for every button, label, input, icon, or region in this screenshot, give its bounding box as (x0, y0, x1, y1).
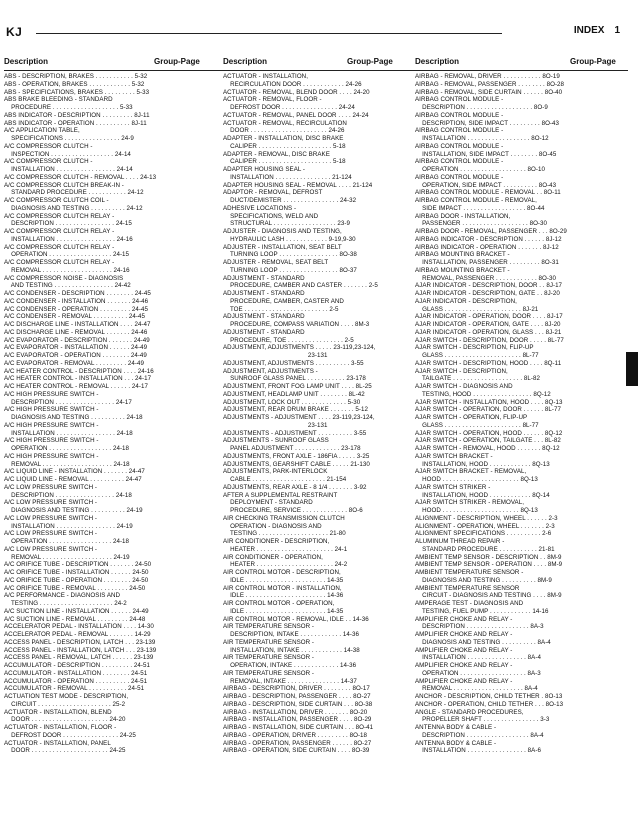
index-entry-line: INSPECTION . . . . . . . . . . . . . . . . . . 24-14 (4, 150, 131, 158)
index-entry-line: ABS INDICATOR - DESCRIPTION . . . . . . . . . 8J-11 (4, 111, 150, 119)
index-entry-line: AIR CHECKING TRANSMISSION CLUTCH (223, 514, 345, 522)
index-entry-line: ALIGNMENT SPECIFICATIONS . . . . . . . . . . 2-6 (415, 530, 552, 538)
index-entry-line: OPERATION, INTAKE . . . . . . . . . . . . . 14-36 (223, 662, 357, 669)
index-entry-line: HEATER . . . . . . . . . . . . . . . . . . . . . . 24-1 (223, 545, 348, 553)
index-entry-line: A/C HIGH PRESSURE SWITCH - (4, 452, 99, 460)
index-entry-line: ACTUATOR - INSTALLATION, (223, 73, 308, 80)
index-entry-line: A/C SUCTION LINE - INSTALLATION . . . . . . 24-49 (4, 607, 149, 615)
index-entry-line: CIRCUIT . . . . . . . . . . . . . . . . . . . . . 25-2 (4, 700, 126, 708)
index-entry-line: ADJUSTMENT, ADJUSTMENTS . . . . . . . . . . 3-55 (223, 359, 364, 367)
col1-group-page-heading: Group-Page (154, 57, 200, 66)
col3-description-heading: Description (415, 57, 460, 66)
index-entry-line: A/C EVAPORATOR - INSTALLATION . . . . . . 24-49 (4, 344, 148, 352)
index-entry-line: ABS - SPECIFICATIONS, BRAKES . . . . . . . . . 5-33 (4, 88, 150, 96)
index-entry-line: PROCEDURE, CAMBER, CASTER AND (223, 297, 344, 305)
index-entry-line: AJAR SWITCH - OPERATION, TAILGATE . . . 8L-82 (415, 437, 561, 445)
index-entry-line: ANTENNA BODY & CABLE - (415, 739, 497, 747)
index-entry-line: A/C COMPRESSOR CLUTCH - REMOVAL . . . . 24-13 (4, 173, 157, 181)
index-entry-line: CALIPER . . . . . . . . . . . . . . . . . . . . . 5-18 (223, 158, 346, 166)
index-entry-line: A/C EVAPORATOR - REMOVAL . . . . . . . . . 24-49 (4, 359, 144, 367)
index-entry-line: AIRBAG MOUNTING BRACKET - (415, 251, 510, 259)
index-entry-line: A/C HIGH PRESSURE SWITCH - (4, 437, 99, 445)
index-entry-line: ADJUSTMENTS, FRONT AXLE - 186FIA . . . . . 3-25 (223, 452, 370, 460)
index-entry-line: A/C DISCHARGE LINE - REMOVAL . . . . . . . 24-46 (4, 328, 148, 336)
index-entry-line: PROPELLER SHAFT . . . . . . . . . . . . . . . . 3-3 (415, 716, 550, 724)
index-entry-line: ADJUSTMENTS, GEARSHIFT CABLE . . . . . 21-130 (223, 460, 370, 468)
index-entry-line: DEFROST DOOR . . . . . . . . . . . . . . . . 24-24 (223, 104, 355, 111)
index-entry-line: AJAR SWITCH - INSTALLATION, HOOD . . . . 8Q-13 (415, 398, 563, 406)
index-entry-line: ACTUATOR - INSTALLATION, PANEL (4, 739, 111, 747)
index-entry-line: DESCRIPTION . . . . . . . . . . . . . . . . . . 8A-4 (415, 731, 544, 739)
index-entry-line: OPERATION, SIDE IMPACT . . . . . . . . . . 8O-43 (415, 181, 557, 189)
index-entry-line: ADJUSTMENT - STANDARD (223, 328, 305, 336)
header-rule (36, 33, 502, 34)
header-index-title (574, 25, 620, 36)
index-entry-line: ADJUSTMENT, LOCK OUT . . . . . . . . . . . . . 5-30 (223, 398, 361, 406)
index-entry-line: INSTALLATION . . . . . . . . . . . . . . . . . . 8O-12 (415, 135, 549, 142)
index-entry-line: ACTUATOR - REMOVAL, FLOOR - (223, 96, 322, 104)
col1-description-heading: Description (4, 57, 49, 66)
index-entry-line: ADAPTER HOUSING SEAL - (223, 166, 306, 173)
index-entry-line: CALIPER . . . . . . . . . . . . . . . . . . . . . 5-18 (223, 142, 346, 150)
index-entry-line: PROCEDURE, TOE . . . . . . . . . . . . . . . . 2-5 (223, 336, 354, 344)
index-entry-line: ADAPTER - INSTALLATION, DISC BRAKE (223, 135, 344, 142)
col2-description-heading: Description (223, 57, 268, 66)
index-entry-line: ADJUSTMENTS, REAR AXLE - 8 1/4 . . . . . . . 3-92 (223, 483, 367, 491)
index-entry-line: DIAGNOSIS AND TESTING . . . . . . . . . . 24-12 (4, 204, 143, 212)
index-entry-line: ACTUATOR - INSTALLATION, BLEND (4, 708, 112, 716)
index-entry-line: AJAR SWITCH - DESCRIPTION, FLIP-UP (415, 344, 534, 352)
index-entry-line: A/C ORIFICE TUBE - INSTALLATION . . . . . . 24-50 (4, 569, 149, 576)
index-entry-line: A/C CONDENSER - REMOVAL . . . . . . . . . . 24-45 (4, 313, 146, 321)
index-entry-line: INSTALLATION . . . . . . . . . . . . . . . . . 8A-4 (415, 654, 541, 662)
index-entry-line: A/C COMPRESSOR CLUTCH RELAY - (4, 243, 115, 251)
index-entry-line: DESCRIPTION . . . . . . . . . . . . . . . . . . . 8O-9 (415, 104, 548, 111)
index-entry-line: ADJUSTMENT, ADJUSTMENTS - (223, 367, 318, 375)
index-entry-line: AMPLIFIER CHOKE AND RELAY - (415, 646, 513, 654)
index-entry-line: ADJUSTMENT - STANDARD (223, 274, 305, 282)
index-entry-line: DIAGNOSIS AND TESTING . . . . . . . . . . 24-19 (4, 507, 143, 514)
index-entry-line: AMBIENT TEMPERATURE SENSOR - (415, 569, 524, 576)
index-entry-line: AIRBAG - INSTALLATION, PASSENGER . . . . 8O-29 (223, 716, 372, 724)
index-entry-line: AMPLIFIER CHOKE AND RELAY - (415, 662, 513, 669)
header-divider (4, 70, 628, 71)
index-entry-line: A/C EVAPORATOR - OPERATION . . . . . . . . 24-49 (4, 352, 147, 359)
index-entry-line: INSTALLATION . . . . . . . . . . . . . . . . . 24-19 (4, 522, 133, 530)
index-entry-line: SPECIFICATIONS, WELD AND (223, 212, 319, 220)
index-entry-line: DOOR . . . . . . . . . . . . . . . . . . . . . . 24-25 (4, 747, 126, 755)
index-entry-line: AJAR SWITCH - OPERATION, HOOD . . . . . . 8Q-12 (415, 429, 563, 437)
index-entry-line: TURNING LOOP . . . . . . . . . . . . . . . . . 8O-38 (223, 251, 357, 259)
index-entry-line: A/C ORIFICE TUBE - DESCRIPTION . . . . . . . 24-50 (4, 561, 152, 569)
index-entry-line: AJAR SWITCH - DESCRIPTION, (415, 367, 508, 375)
col3-group-page-heading: Group-Page (570, 57, 616, 66)
index-entry-line: AJAR INDICATOR - OPERATION, DOOR . . . . 8J-17 (415, 313, 563, 321)
index-entry-line: AJAR SWITCH - DESCRIPTION, HOOD . . . . 8Q-11 (415, 359, 562, 367)
index-entry-line: INSTALLATION . . . . . . . . . . . . . . . . . 8A-6 (415, 747, 541, 755)
index-entry-line: ADAPTOR - REMOVAL, DEFROST (223, 189, 323, 197)
index-entry-line: HYDRAULIC LASH . . . . . . . . . . . . 9-19,9-30 (223, 235, 356, 243)
index-entry-line: A/C LIQUID LINE - REMOVAL . . . . . . . . . . 24-47 (4, 476, 142, 483)
index-entry-line: ADAPTER HOUSING SEAL - REMOVAL . . . . 21-124 (223, 181, 373, 189)
index-entry-line: AIRBAG - REMOVAL, SIDE CURTAIN . . . . . . 8O-40 (415, 88, 563, 96)
index-entry-line: ACCELERATOR PEDAL - REMOVAL . . . . . . . 14-29 (4, 631, 151, 638)
index-entry-line: A/C EVAPORATOR - DESCRIPTION . . . . . . . 24-49 (4, 336, 150, 344)
index-entry-line: INSTALLATION, INTAKE . . . . . . . . . . . . 14-38 (223, 646, 360, 654)
index-entry-line: AMPLIFIER CHOKE AND RELAY - (415, 631, 513, 638)
index-entry-line: STANDARD PROCEDURE . . . . . . . . . . . 21-81 (415, 545, 555, 553)
index-entry-line: INSTALLATION . . . . . . . . . . . . . . . . 21-124 (223, 173, 352, 181)
index-entry-line: ACTUATOR - REMOVAL, BLEND DOOR . . . . 24-20 (223, 88, 370, 96)
index-entry-line: AIR CONTROL MOTOR - REMOVAL, IDLE . . 14-36 (223, 615, 369, 623)
index-entry-line: AJAR SWITCH STRIKER - (415, 483, 491, 491)
index-entry-line: DUCT/DEMISTER . . . . . . . . . . . . . . . . 24-32 (223, 197, 357, 204)
index-entry-line: A/C COMPRESSOR NOISE - DIAGNOSIS (4, 274, 124, 282)
index-entry-line: A/C COMPRESSOR CLUTCH - (4, 142, 93, 150)
index-entry-line: STRUCTURAL . . . . . . . . . . . . . . . . . . 23-9 (223, 220, 350, 228)
index-entry-line: ACCUMULATOR - REMOVAL . . . . . . . . . . . 24-51 (4, 685, 145, 693)
index-entry-line: IDLE . . . . . . . . . . . . . . . . . . . . . . . 14-36 (223, 592, 344, 600)
index-entry-line: INSTALLATION . . . . . . . . . . . . . . . . . 24-16 (4, 235, 133, 243)
index-column-2 (223, 73, 426, 755)
index-entry-line: DOOR . . . . . . . . . . . . . . . . . . . . . . 24-26 (223, 127, 345, 135)
index-entry-line: A/C CONDENSER - DESCRIPTION . . . . . . . . 24-45 (4, 290, 151, 297)
index-entry-line: INSTALLATION . . . . . . . . . . . . . . . . . 24-14 (4, 166, 133, 173)
index-entry-line: OPERATION - DIAGNOSIS AND (223, 522, 322, 530)
index-entry-line: ADJUSTMENT, HEADLAMP UNIT . . . . . . . . 8L-42 (223, 390, 365, 398)
index-entry-line: AJAR SWITCH - REMOVAL, HOOD . . . . . . . 8Q-12 (415, 445, 560, 452)
page-header (6, 25, 620, 39)
index-entry-line: AJAR INDICATOR - DESCRIPTION, GATE . . 8J-20 (415, 290, 560, 297)
index-entry-line: REMOVAL, INTAKE . . . . . . . . . . . . . . . 14-37 (223, 677, 357, 685)
index-entry-line: RECIRCULATION DOOR . . . . . . . . . . . . 24-26 (223, 80, 362, 88)
index-entry-line: ADJUSTMENT - STANDARD (223, 290, 305, 297)
index-entry-line: TAILGATE . . . . . . . . . . . . . . . . . . . . 8L-82 (415, 375, 540, 383)
index-entry-line: A/C HEATER CONTROL - REMOVAL . . . . . . 24-17 (4, 383, 148, 390)
index-entry-line: ALUMINUM THREAD REPAIR - (415, 538, 505, 545)
index-entry-line: AIRBAG - OPERATION, PASSENGER . . . . . . 8O-27 (223, 739, 372, 747)
index-entry-line: STANDARD PROCEDURE . . . . . . . . . . . 24-12 (4, 189, 144, 197)
index-entry-line: INSTALLATION, PASSENGER . . . . . . . . . 8O-31 (415, 259, 559, 266)
index-entry-line: PROCEDURE, SERVICE . . . . . . . . . . . . . 8O-6 (223, 507, 363, 514)
index-column-1 (4, 73, 207, 755)
index-entry-line: ACTUATOR - INSTALLATION, FLOOR - (4, 724, 117, 731)
index-entry-line: AJAR SWITCH - DESCRIPTION, DOOR . . . . . 8L-77 (415, 336, 564, 344)
index-entry-line: REMOVAL . . . . . . . . . . . . . . . . . . . . 24-19 (4, 553, 130, 561)
index-entry-line: AMBIENT TEMPERATURE SENSOR (415, 584, 520, 592)
index-entry-line: IDLE . . . . . . . . . . . . . . . . . . . . . . . 14-35 (223, 576, 344, 584)
index-entry-line: A/C DISCHARGE LINE - INSTALLATION . . . . 24-47 (4, 321, 151, 328)
index-entry-line: A/C COMPRESSOR CLUTCH COIL - (4, 197, 109, 204)
index-entry-line: ACCESS PANEL - DESCRIPTION, LATCH . . . 23-139 (4, 638, 156, 646)
index-entry-line: A/C HEATER CONTROL - INSTALLATION . . . 24-17 (4, 375, 152, 383)
index-entry-line: AIR CONTROL MOTOR - INSTALLATION, (223, 584, 342, 592)
index-entry-line: AIRBAG CONTROL MODULE - (415, 111, 504, 119)
index-entry-line: AJAR SWITCH STRIKER - REMOVAL, (415, 499, 524, 507)
index-entry-line: GLASS . . . . . . . . . . . . . . . . . . . . . . 8J-21 (415, 305, 539, 313)
index-entry-line: INSTALLATION . . . . . . . . . . . . . . . . . 24-18 (4, 429, 133, 437)
index-entry-line: AIRBAG - REMOVAL, DRIVER . . . . . . . . . . . 8O-19 (415, 73, 560, 80)
index-entry-line: INSTALLATION, HOOD . . . . . . . . . . . . 8Q-14 (415, 491, 550, 499)
index-entry-line: AJAR SWITCH - OPERATION, DOOR . . . . . . 8L-77 (415, 406, 561, 414)
index-entry-line: TESTING, FUEL PUMP . . . . . . . . . . . . 14-16 (415, 607, 549, 615)
index-entry-line: A/C SUCTION LINE - REMOVAL . . . . . . . . . 24-48 (4, 615, 146, 623)
index-entry-line: DESCRIPTION . . . . . . . . . . . . . . . . . 24-15 (4, 220, 132, 228)
index-entry-line: A/C HIGH PRESSURE SWITCH - (4, 406, 99, 414)
index-entry-line: ADJUSTMENT - STANDARD (223, 313, 305, 321)
index-entry-line: GLASS . . . . . . . . . . . . . . . . . . . . . . 8L-77 (415, 421, 539, 429)
index-entry-line: A/C LOW PRESSURE SWITCH - (4, 530, 98, 538)
index-entry-line: ADJUSTER - DIAGNOSIS AND TESTING, (223, 228, 342, 235)
index-entry-line: SUNROOF GLASS PANEL . . . . . . . . . . . 23-178 (223, 375, 366, 383)
index-entry-line: HEATER . . . . . . . . . . . . . . . . . . . . . . 24-2 (223, 561, 348, 569)
index-entry-line: A/C HIGH PRESSURE SWITCH - (4, 390, 99, 398)
index-entry-line: AIRBAG - OPERATION, SIDE CURTAIN . . . . 8O-39 (223, 747, 370, 755)
index-entry-line: A/C LOW PRESSURE SWITCH - (4, 514, 98, 522)
index-entry-line: ACTUATOR - REMOVAL, RECIRCULATION (223, 119, 347, 127)
index-entry-line: TOE . . . . . . . . . . . . . . . . . . . . . . . . 2-5 (223, 305, 339, 313)
index-entry-line: AIRBAG CONTROL MODULE - (415, 142, 504, 150)
index-entry-line: AIRBAG CONTROL MODULE - REMOVAL, (415, 197, 537, 204)
index-entry-line: ABS BRAKE BLEEDING - STANDARD (4, 96, 113, 104)
index-entry-line: ADJUSTMENTS - ADJUSTMENT . . . . . . . . . . 3-55 (223, 429, 367, 437)
index-entry-line: AND TESTING . . . . . . . . . . . . . . . . . 24-42 (4, 282, 131, 290)
index-entry-line: AIR TEMPERATURE SENSOR - (223, 638, 315, 646)
index-entry-line: ACCUMULATOR - DESCRIPTION . . . . . . . . . 24-51 (4, 662, 150, 669)
index-entry-line: INSTALLATION, SIDE IMPACT . . . . . . . . 8O-45 (415, 150, 557, 158)
index-entry-line: AIRBAG - OPERATION, DRIVER . . . . . . . . . 8O-18 (223, 731, 368, 739)
index-entry-line: CABLE . . . . . . . . . . . . . . . . . . . . . 21-154 (223, 476, 347, 483)
index-entry-line: ADAPTER - REMOVAL, DISC BRAKE (223, 150, 330, 158)
index-entry-line: PROCEDURE, CAMBER AND CASTER . . . . . . . 2-5 (223, 282, 378, 290)
index-entry-line: A/C LOW PRESSURE SWITCH - (4, 483, 98, 491)
index-entry-line: SPECIFICATIONS . . . . . . . . . . . . . . . . 24-9 (4, 135, 134, 142)
index-entry-line: AIRBAG CONTROL MODULE - REMOVAL . . 8O-11 (415, 189, 561, 197)
index-entry-line: ANCHOR - OPERATION, CHILD TETHER . . . 8O-13 (415, 700, 564, 708)
index-entry-line: DESCRIPTION . . . . . . . . . . . . . . . . . 24-17 (4, 398, 132, 406)
index-entry-line: ACCESS PANEL - INSTALLATION, LATCH . . . 23-139 (4, 646, 157, 654)
index-entry-line: AIR TEMPERATURE SENSOR - (223, 669, 315, 677)
index-entry-line: REMOVAL . . . . . . . . . . . . . . . . . . . . 8A-4 (415, 685, 538, 693)
index-entry-line: ADJUSTMENTS, PARK-INTERLOCK (223, 468, 328, 476)
index-entry-line: AIRBAG DOOR - INSTALLATION, (415, 212, 511, 220)
index-entry-line: TESTING . . . . . . . . . . . . . . . . . . . . 21-80 (223, 530, 346, 538)
index-entry-line: DESCRIPTION, SIDE IMPACT . . . . . . . . . 8O-43 (415, 119, 560, 127)
index-entry-line: AMPLIFIER CHOKE AND RELAY - (415, 615, 513, 623)
index-entry-line: A/C ORIFICE TUBE - OPERATION . . . . . . . . 24-50 (4, 576, 149, 584)
index-entry-line: AJAR SWITCH BRACKET - (415, 452, 493, 460)
index-entry-line: OPERATION . . . . . . . . . . . . . . . . . . . 8A-3 (415, 669, 541, 677)
index-entry-line: A/C LOW PRESSURE SWITCH - (4, 499, 98, 507)
index-entry-line: ALIGNMENT - DESCRIPTION, WHEEL . . . . . . 2-3 (415, 514, 558, 522)
index-entry-line: AJAR SWITCH - DIAGNOSIS AND (415, 383, 513, 390)
index-entry-line: ACTUATOR - REMOVAL, PANEL DOOR . . . . 24-24 (223, 111, 369, 119)
index-entry-line: AMBIENT TEMP SENSOR - OPERATION . . . . 8M-9 (415, 561, 563, 569)
index-entry-line: AIR CONDITIONER - OPERATION, (223, 553, 323, 561)
index-entry-line: PANEL ADJUSTMENT . . . . . . . . . . . . . 23-178 (223, 445, 361, 452)
index-entry-line: A/C COMPRESSOR CLUTCH BREAK-IN - (4, 181, 124, 189)
index-entry-line: AJAR INDICATOR - DESCRIPTION, DOOR . . 8J-17 (415, 282, 563, 290)
index-entry-line: DESCRIPTION . . . . . . . . . . . . . . . . . 24-18 (4, 491, 132, 499)
index-entry-line: A/C HEATER CONTROL - DESCRIPTION . . . . 24-16 (4, 367, 154, 375)
index-entry-line: ADHESIVE LOCATIONS - (223, 204, 297, 212)
index-entry-line: SIDE IMPACT . . . . . . . . . . . . . . . . . . 8O-44 (415, 204, 545, 212)
index-entry-line: AIR CONDITIONER - DESCRIPTION, (223, 538, 330, 545)
index-entry-line: REMOVAL, PASSENGER . . . . . . . . . . . . 8O-30 (415, 274, 556, 282)
section-thumb-tab (626, 352, 638, 386)
index-entry-line: AMBIENT TEMP SENSOR - DESCRIPTION . . 8M-9 (415, 553, 562, 561)
index-entry-line: 23-131 (223, 421, 328, 429)
index-entry-line: ADJUSTMENT, ADJUSTMENTS . . . . . 23-119,23-124, (223, 344, 376, 352)
index-entry-line: TESTING . . . . . . . . . . . . . . . . . . . . . 24-2 (4, 600, 127, 607)
index-entry-line: DIAGNOSIS AND TESTING . . . . . . . . . . 24-18 (4, 414, 143, 421)
index-entry-line: AIRBAG CONTROL MODULE - (415, 127, 504, 135)
index-entry-line: DIAGNOSIS AND TESTING . . . . . . . . . . 8A-4 (415, 638, 551, 646)
index-entry-line: A/C CONDENSER - INSTALLATION . . . . . . . 24-46 (4, 297, 149, 305)
index-entry-line: ACCELERATOR PEDAL - INSTALLATION . . . . 14-30 (4, 623, 154, 631)
index-entry-line: AIRBAG - INSTALLATION, DRIVER . . . . . . . 8O-20 (223, 708, 368, 716)
index-entry-line: 23-131 (223, 352, 328, 359)
index-entry-line: ANTENNA BODY & CABLE - (415, 724, 497, 731)
index-entry-line: GLASS . . . . . . . . . . . . . . . . . . . . . . 8L-77 (415, 352, 539, 359)
index-entry-line: ADJUSTER - REMOVAL, SEAT BELT (223, 259, 329, 266)
index-entry-line: A/C COMPRESSOR CLUTCH RELAY - (4, 228, 115, 235)
index-entry-line: A/C CONDENSER - OPERATION . . . . . . . . . 24-45 (4, 305, 148, 313)
index-entry-line: PROCEDURE . . . . . . . . . . . . . . . . . . . 5-33 (4, 104, 133, 111)
index-entry-line: IDLE . . . . . . . . . . . . . . . . . . . . . . . 14-35 (223, 607, 344, 615)
index-entry-line: ANCHOR - DESCRIPTION, CHILD TETHER . 8O-13 (415, 693, 563, 700)
index-entry-line: AJAR INDICATOR - DESCRIPTION, (415, 297, 517, 305)
index-entry-line: DEFROST DOOR . . . . . . . . . . . . . . . . 24-25 (4, 731, 136, 739)
col2-group-page-heading: Group-Page (347, 57, 393, 66)
index-entry-line: A/C COMPRESSOR CLUTCH - (4, 158, 93, 166)
index-entry-line: A/C COMPRESSOR CLUTCH RELAY - (4, 212, 115, 220)
index-entry-line: OPERATION . . . . . . . . . . . . . . . . . . . 8O-10 (415, 166, 545, 173)
index-entry-line: OPERATION . . . . . . . . . . . . . . . . . . 24-18 (4, 538, 130, 545)
index-entry-line: TURNING LOOP . . . . . . . . . . . . . . . . . 8O-37 (223, 266, 357, 274)
index-entry-line: REMOVAL . . . . . . . . . . . . . . . . . . . . 24-18 (4, 460, 130, 468)
index-entry-line: AIR CONTROL MOTOR - OPERATION, (223, 600, 335, 607)
index-entry-line: A/C LOW PRESSURE SWITCH - (4, 545, 98, 553)
index-entry-line: AJAR SWITCH BRACKET - REMOVAL, (415, 468, 527, 476)
index-entry-line: AIRBAG CONTROL MODULE - (415, 158, 504, 166)
index-entry-line: AIRBAG - DESCRIPTION, PASSENGER . . . . 8O-27 (223, 693, 371, 700)
index-entry-line: A/C LIQUID LINE - INSTALLATION . . . . . . . 24-47 (4, 468, 145, 476)
index-entry-line: INSTALLATION, HOOD . . . . . . . . . . . . 8Q-13 (415, 460, 550, 468)
index-entry-line: REMOVAL . . . . . . . . . . . . . . . . . . . . 24-16 (4, 266, 130, 274)
index-entry-line: HOOD . . . . . . . . . . . . . . . . . . . . . . 8Q-13 (415, 476, 538, 483)
index-entry-line: ADJUSTMENT, FRONT FOG LAMP UNIT . . . . 8L-25 (223, 383, 372, 390)
index-entry-line: TESTING, HOOD . . . . . . . . . . . . . . . . . 8Q-12 (415, 390, 551, 398)
index-entry-line: AFTER A SUPPLEMENTAL RESTRAINT (223, 491, 338, 499)
index-entry-line: PROCEDURE, COMPASS VARIATION . . . . 8M-3 (223, 321, 370, 328)
index-entry-line: ABS INDICATOR - OPERATION . . . . . . . . . . 8J-11 (4, 119, 147, 127)
index-entry-line: A/C ORIFICE TUBE - REMOVAL . . . . . . . . . 24-50 (4, 584, 146, 592)
index-column-3 (415, 73, 625, 755)
index-entry-line: AJAR INDICATOR - OPERATION, GATE . . . . 8J-20 (415, 321, 561, 328)
index-entry-line: A/C COMPRESSOR CLUTCH RELAY - (4, 259, 115, 266)
index-entry-line: OPERATION . . . . . . . . . . . . . . . . . . 24-18 (4, 445, 130, 452)
index-entry-line: AIRBAG CONTROL MODULE - (415, 96, 504, 104)
index-entry-line: ACTUATION TEST MODE - DESCRIPTION, (4, 693, 129, 700)
index-entry-line: DESCRIPTION, INTAKE . . . . . . . . . . . . 14-36 (223, 631, 359, 638)
index-entry-line: AIRBAG - DESCRIPTION, SIDE CURTAIN . . . 8O-38 (223, 700, 373, 708)
index-entry-line: DOOR . . . . . . . . . . . . . . . . . . . . . . 24-20 (4, 716, 126, 724)
index-entry-line: AJAR INDICATOR - OPERATION, GLASS . . . 8J-21 (415, 328, 562, 336)
index-entry-line: ACCESS PANEL - REMOVAL, LATCH . . . . . . 23-139 (4, 654, 154, 662)
index-entry-line: AIR CONTROL MOTOR - DESCRIPTION, (223, 569, 341, 576)
index-entry-line: A/C PERFORMANCE - DIAGNOSIS AND (4, 592, 121, 600)
index-entry-line: AIRBAG INDICATOR - OPERATION . . . . . . . 8J-12 (415, 243, 559, 251)
index-entry-line: ADJUSTER - INSTALLATION, SEAT BELT (223, 243, 342, 251)
index-entry-line: ADJUSTMENTS - SUNROOF GLASS (223, 437, 329, 445)
index-entry-line: ABS - OPERATION, BRAKES . . . . . . . . . . . . 5-32 (4, 80, 145, 88)
index-entry-line: AMPLIFIER CHOKE AND RELAY - (415, 677, 513, 685)
index-entry-line: ACCUMULATOR - INSTALLATION . . . . . . . . 24-51 (4, 669, 148, 677)
index-entry-line: HOOD . . . . . . . . . . . . . . . . . . . . . . 8Q-13 (415, 507, 538, 514)
index-entry-line: AIRBAG INDICATOR - DESCRIPTION . . . . . . 8J-12 (415, 235, 562, 243)
index-entry-line: ALIGNMENT - OPERATION, WHEEL . . . . . . . 2-3 (415, 522, 555, 530)
index-entry-line: DESCRIPTION . . . . . . . . . . . . . . . . . . 8A-3 (415, 623, 544, 631)
index-entry-line: AIR TEMPERATURE SENSOR - (223, 623, 315, 631)
index-entry-line: A/C APPLICATION TABLE, (4, 127, 80, 135)
index-entry-line: AIRBAG - REMOVAL, PASSENGER . . . . . . . . 8O-28 (415, 80, 565, 88)
index-entry-line: ABS - DESCRIPTION, BRAKES . . . . . . . . . . . 5-32 (4, 73, 148, 80)
index-entry-line: ANGLE - STANDARD PROCEDURES, (415, 708, 524, 716)
index-entry-line: CIRCUIT - DIAGNOSIS AND TESTING . . . . 8M-9 (415, 592, 562, 600)
index-entry-line: AIRBAG CONTROL MODULE - (415, 173, 504, 181)
page-number: 1 (614, 25, 620, 36)
index-entry-line: AIRBAG MOUNTING BRACKET - (415, 266, 510, 274)
index-entry-line: ADJUSTMENTS - ADJUSTMENT . . . . 23-119,23-124, (223, 414, 375, 421)
column-headers (4, 57, 626, 69)
index-entry-line: ACCUMULATOR - OPERATION . . . . . . . . . . 24-51 (4, 677, 148, 685)
index-entry-line: A/C HIGH PRESSURE SWITCH - (4, 421, 99, 429)
index-entry-line: AJAR SWITCH - OPERATION, FLIP-UP (415, 414, 528, 421)
index-entry-line: AIRBAG - DESCRIPTION, DRIVER . . . . . . . . 8O-17 (223, 685, 370, 693)
index-entry-line: OPERATION . . . . . . . . . . . . . . . . . . 24-15 (4, 251, 130, 259)
index-entry-line: AIRBAG DOOR - REMOVAL, PASSENGER . . . 8O-29 (415, 228, 567, 235)
index-label: INDEX (573, 25, 605, 36)
index-entry-line: AMPERAGE TEST - DIAGNOSIS AND (415, 600, 524, 607)
index-entry-line: AIR TEMPERATURE SENSOR - (223, 654, 315, 662)
header-section-code: KJ (6, 25, 23, 39)
index-entry-line: PASSENGER . . . . . . . . . . . . . . . . . . . 8O-30 (415, 220, 548, 228)
index-entry-line: DEPLOYMENT - STANDARD (223, 499, 313, 507)
index-entry-line: ADJUSTMENT, REAR DRUM BRAKE . . . . . . . 5-12 (223, 406, 368, 414)
index-entry-line: AIRBAG - INSTALLATION, SIDE CURTAIN . . . 8O-41 (223, 724, 374, 731)
index-entry-line: DIAGNOSIS AND TESTING . . . . . . . . . . 8M-9 (415, 576, 552, 584)
